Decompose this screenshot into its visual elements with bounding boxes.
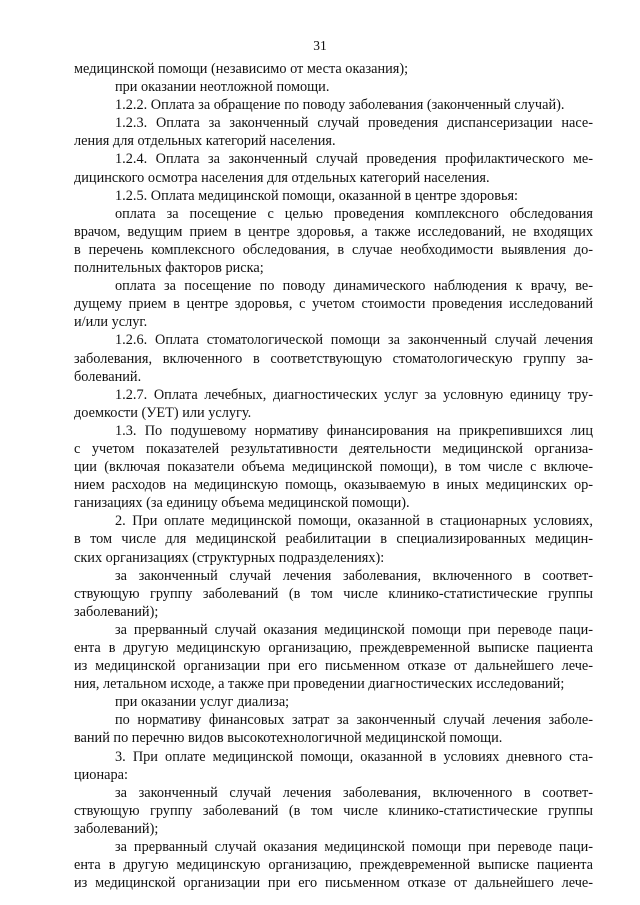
text-line: ских организациях (структурных подразделениях): [74, 549, 385, 566]
text-line: 3. При оплате медицинской помощи, оказанной в условиях дневного ста- [115, 748, 593, 765]
text-line: ствующую группу заболеваний (в том числе клинико-статистические группы [74, 585, 593, 602]
text-line: из медицинской организации при его письменном отказе от дальнейшего лече- [74, 875, 593, 892]
text-line: 1.2.6. Оплата стоматологической помощи за законченный случай лечения [115, 332, 593, 349]
text-line: 2. При оплате медицинской помощи, оказанной в стационарных условиях, [115, 513, 593, 530]
text-line: ления для отдельных категорий населения. [74, 133, 336, 150]
text-line: ционара: [74, 766, 128, 783]
text-line: 1.3. По подушевому нормативу финансирования на прикрепившихся лиц [115, 422, 593, 439]
text-line: ции (включая показатели объема медицинской помощи), в том числе с включе- [74, 459, 593, 476]
page-number: 31 [313, 38, 327, 53]
text-line: при оказании неотложной помощи. [115, 79, 330, 96]
text-line: в перечень комплексного обследования, в случае необходимости выявления до- [74, 241, 593, 258]
text-line: при оказании услуг диализа; [115, 694, 290, 711]
text-line: ния, летальном исходе, а также при проведении диагностических исследований; [74, 676, 565, 693]
text-line: 1.2.4. Оплата за законченный случай проведения профилактического ме- [115, 151, 593, 168]
text-line: врачом, ведущим прием в центре здоровья, а также исследований, не входящих [74, 223, 593, 240]
text-line: по нормативу финансовых затрат за законченный случай лечения заболе- [115, 712, 593, 729]
text-line: ента в другую медицинскую организацию, преждевременной выписке пациента [74, 640, 593, 656]
text-line: болеваний. [74, 368, 142, 385]
text-line: за прерванный случай оказания медицинской помощи при переводе паци- [115, 839, 593, 856]
text-line: дицинского осмотра населения для отдельных категорий населения. [74, 169, 490, 186]
text-line: дущему прием в центре здоровья, с учетом стоимости проведения исследований [74, 296, 593, 313]
text-line: 1.2.5. Оплата медицинской помощи, оказанной в центре здоровья: [115, 187, 519, 204]
text-line: 1.2.7. Оплата лечебных, диагностических услуг за условную единицу тру- [115, 386, 593, 403]
text-line: и/или услуг. [74, 314, 148, 331]
text-line: за прерванный случай оказания медицинской помощи при переводе паци- [115, 621, 593, 638]
text-line: ганизациях (за единицу объема медицинской помощи). [74, 495, 410, 512]
text-line: медицинской помощи (независимо от места оказания); [74, 61, 409, 77]
text-line: заболеваний); [74, 603, 159, 620]
document-body [74, 60, 593, 892]
text-line: из медицинской организации при его письменном отказе от дальнейшего лече- [74, 658, 593, 675]
text-line: ваний по перечню видов высокотехнологичной медицинской помощи. [74, 730, 503, 747]
text-line: нием расходов на медицинскую помощь, оказываемую в иных медицинских ор- [74, 477, 593, 494]
text-line: заболевания, включенного в соответствующую стоматологическую группу за- [74, 350, 593, 367]
text-line: за законченный случай лечения заболевания, включенного в соответ- [115, 567, 593, 584]
text-line: за законченный случай лечения заболевания, включенного в соответ- [115, 784, 593, 801]
text-line: с учетом показателей результативности деятельности медицинской организа- [74, 440, 593, 457]
text-line: оплата за посещение по поводу динамического наблюдения к врачу, ве- [115, 278, 593, 295]
text-line: ента в другую медицинскую организацию, преждевременной выписке пациента [74, 857, 593, 874]
text-line: 1.2.3. Оплата за законченный случай проведения диспансеризации насе- [115, 115, 593, 132]
text-line: оплата за посещение с целью проведения комплексного обследования [115, 205, 593, 222]
text-line: заболеваний); [74, 820, 159, 837]
text-line: в том числе для медицинской реабилитации в специализированных медицин- [74, 531, 593, 548]
text-line: полнительных факторов риска; [74, 260, 264, 277]
text-line: 1.2.2. Оплата за обращение по поводу заболевания (законченный случай). [115, 97, 565, 114]
text-line: доемкости (УЕТ) или услугу. [74, 404, 252, 421]
text-line: ствующую группу заболеваний (в том числе клинико-статистические группы [74, 802, 593, 819]
